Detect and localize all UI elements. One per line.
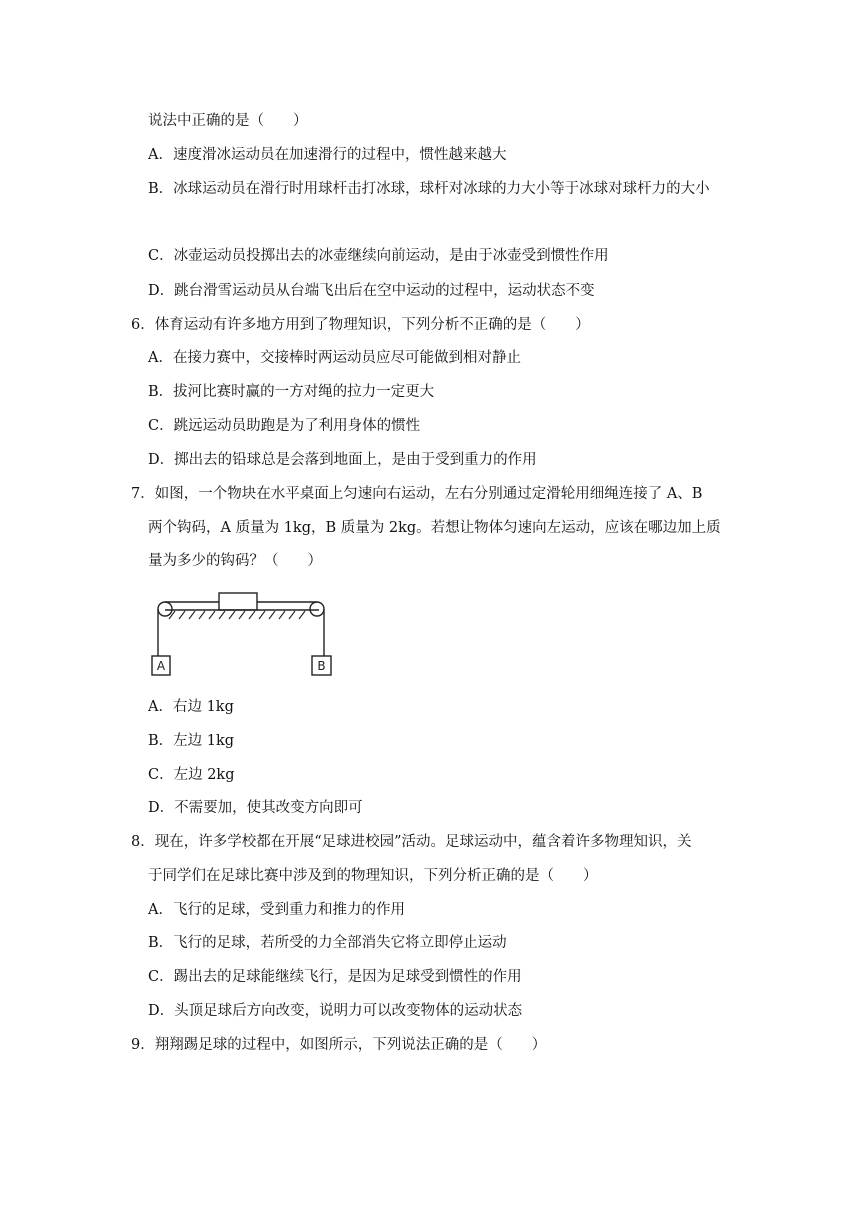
q7-option-d: D．不需要加，使其改变方向即可 <box>148 800 363 816</box>
q9-stem: 9．翔翔踢足球的过程中，如图所示，下列说法正确的是（ ） <box>131 1037 547 1053</box>
q5-stem-tail: 说法中正确的是（ ） <box>148 113 308 129</box>
q6-stem: 6．体育运动有许多地方用到了物理知识，下列分析不正确的是（ ） <box>131 317 590 333</box>
q6-option-d: D．掷出去的铅球总是会落到地面上，是由于受到重力的作用 <box>148 452 537 468</box>
q8-stem-line-1: 8．现在，许多学校都在开展“足球进校园”活动。足球运动中，蕴含着许多物理知识，关 <box>131 834 692 850</box>
q7-option-a: A．右边 1kg <box>148 699 234 715</box>
q5-option-d: D．跳台滑雪运动员从台端飞出后在空中运动的过程中，运动状态不变 <box>148 283 595 299</box>
right-pulley <box>310 602 324 616</box>
weight-b-label: B <box>317 659 326 673</box>
pulley-diagram <box>151 590 333 682</box>
q6-option-c: C．跳远运动员助跑是为了利用身体的惯性 <box>148 418 421 434</box>
q7-option-c: C．左边 2kg <box>148 767 235 783</box>
q7-stem-line-3: 量为多少的钩码？（ ） <box>148 553 322 569</box>
q7-option-b: B．左边 1kg <box>148 733 235 749</box>
q5-option-b: B．冰球运动员在滑行时用球杆击打冰球，球杆对冰球的力大小等于冰球对球杆力的大小 <box>148 181 710 197</box>
q6-option-a: A．在接力赛中，交接棒时两运动员应尽可能做到相对静止 <box>148 350 521 366</box>
q8-stem-line-2: 于同学们在足球比赛中涉及到的物理知识，下列分析正确的是（ ） <box>148 868 598 884</box>
q5-option-c: C．冰壶运动员投掷出去的冰壶继续向前运动，是由于冰壶受到惯性作用 <box>148 248 609 264</box>
q6-option-b: B．拔河比赛时赢的一方对绳的拉力一定更大 <box>148 384 435 400</box>
q8-option-d: D．头顶足球后方向改变，说明力可以改变物体的运动状态 <box>148 1003 523 1019</box>
left-pulley <box>158 602 172 616</box>
q7-stem-line-2: 两个钩码，A 质量为 1kg，B 质量为 2kg。若想让物体匀速向左运动，应该在哪边加上质 <box>148 520 721 536</box>
q8-option-c: C．踢出去的足球能继续飞行，是因为足球受到惯性的作用 <box>148 969 522 985</box>
q8-option-b: B．飞行的足球，若所受的力全部消失它将立即停止运动 <box>148 935 507 951</box>
q8-option-a: A．飞行的足球，受到重力和推力的作用 <box>148 902 405 918</box>
q7-stem-line-1: 7．如图，一个物块在水平桌面上匀速向右运动，左右分别通过定滑轮用细绳连接了 A、B <box>131 486 703 502</box>
sliding-block <box>219 593 257 610</box>
table-hatching <box>169 611 305 619</box>
q5-option-a: A．速度滑冰运动员在加速滑行的过程中，惯性越来越大 <box>148 147 507 163</box>
weight-a-label: A <box>156 659 166 673</box>
